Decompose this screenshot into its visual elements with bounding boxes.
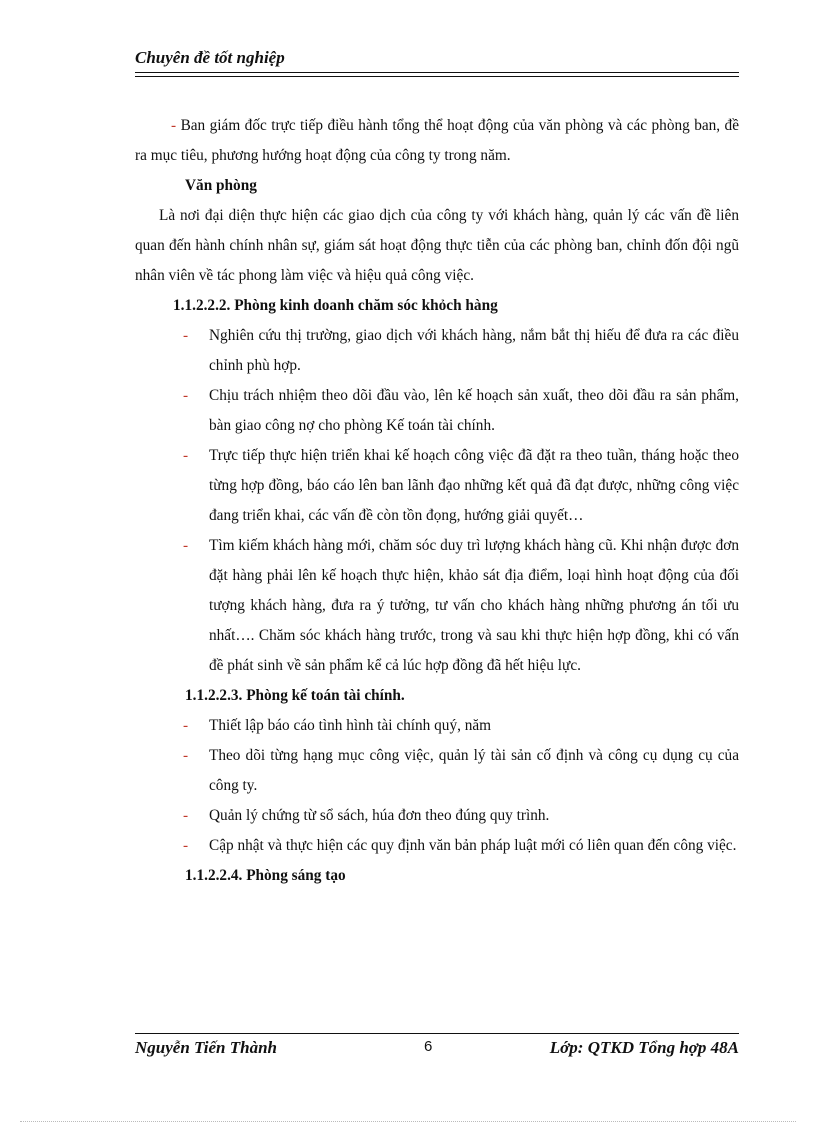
list-item-text: Chịu trách nhiệm theo dõi đầu vào, lên kế hoạch sản xuất, theo dõi đầu ra sản phẩm, bàn giao công nợ cho phòng Kế toán tài chính. xyxy=(209,387,739,434)
section-heading-sang-tao: 1.1.2.2.4. Phòng sáng tạo xyxy=(185,867,346,884)
van-phong-heading: Văn phòng xyxy=(185,177,257,194)
list-item xyxy=(135,441,739,531)
list-item xyxy=(135,831,739,861)
page-number: 6 xyxy=(424,1038,433,1055)
list-item-text: Cập nhật và thực hiện các quy định văn bản pháp luật mới có liên quan đến công việc. xyxy=(209,837,737,854)
intro-paragraph xyxy=(135,111,739,171)
page-content xyxy=(135,111,739,891)
list-item xyxy=(135,321,739,381)
list-item-text: Tìm kiếm khách hàng mới, chăm sóc duy trì lượng khách hàng cũ. Khi nhận được đơn đặt hàng phải lên kế hoạch thực hiện, khảo sát địa điểm, loại hình hoạt động của đối tượng khách hàng, đưa ra ý tưởng, tư vấn cho khách hàng những phương án tối ưu nhất…. Chăm sóc khách hàng trước, trong và sau khi thực hiện hợp đồng, khi có vấn đề phát sinh về sản phẩm kể cả lúc hợp đồng đã hết hiệu lực. xyxy=(209,537,739,674)
page-bottom-divider xyxy=(20,1121,796,1122)
footer-author: Nguyễn Tiến Thành xyxy=(135,1038,278,1057)
list-item-text: Trực tiếp thực hiện triển khai kế hoạch công việc đã đặt ra theo tuần, tháng hoặc theo từng hợp đồng, báo cáo lên ban lãnh đạo những kết quả đã đạt được, những công việc đang triển khai, các vấn đề còn tồn đọng, hướng giải quyết… xyxy=(209,447,739,524)
dash-bullet: - xyxy=(183,327,189,344)
van-phong-paragraph: Là nơi đại diện thực hiện các giao dịch của công ty với khách hàng, quản lý các vấn đề liên quan đến hành chính nhân sự, giám sát hoạt động thực tiễn của các phòng ban, chỉnh đốn đội ngũ nhân viên về tác phong làm việc và hiệu quả công việc. xyxy=(135,207,739,284)
list-item xyxy=(135,711,739,741)
dash-bullet: - xyxy=(183,807,189,824)
list-item xyxy=(135,801,739,831)
list-item-text: Quản lý chứng từ sổ sách, húa đơn theo đúng quy trình. xyxy=(209,807,550,824)
dash-bullet: - xyxy=(183,387,189,404)
header-title: Chuyên đề tốt nghiệp xyxy=(135,48,285,67)
intro-text: Ban giám đốc trực tiếp điều hành tổng thể hoạt động của văn phòng và các phòng ban, đề ra mục tiêu, phương hướng hoạt động của công ty trong năm. xyxy=(135,117,739,164)
list-item xyxy=(135,741,739,801)
list-item xyxy=(135,531,739,681)
dash-bullet: - xyxy=(183,747,189,764)
list-item-text: Thiết lập báo cáo tình hình tài chính quý, năm xyxy=(209,717,492,734)
header-rule-thin xyxy=(135,76,739,77)
footer-class: Lớp: QTKD Tổng hợp 48A xyxy=(549,1038,739,1057)
list-item-text: Nghiên cứu thị trường, giao dịch với khách hàng, nắm bắt thị hiếu để đưa ra các điều chỉnh phù hợp. xyxy=(209,327,739,374)
dash-bullet: - xyxy=(183,447,189,464)
section-heading-ke-toan: 1.1.2.2.3. Phòng kế toán tài chính. xyxy=(185,687,405,704)
dash-bullet: - xyxy=(171,117,177,134)
list-item xyxy=(135,381,739,441)
dash-bullet: - xyxy=(183,537,189,554)
section-heading-kinh-doanh: 1.1.2.2.2. Phòng kinh doanh chăm sóc khỏch hàng xyxy=(173,297,498,314)
dash-bullet: - xyxy=(183,837,189,854)
dash-bullet: - xyxy=(183,717,189,734)
list-item-text: Theo dõi từng hạng mục công việc, quản lý tài sản cố định và công cụ dụng cụ của công ty. xyxy=(209,747,739,794)
header-rule xyxy=(135,72,739,73)
footer-rule xyxy=(135,1033,739,1034)
